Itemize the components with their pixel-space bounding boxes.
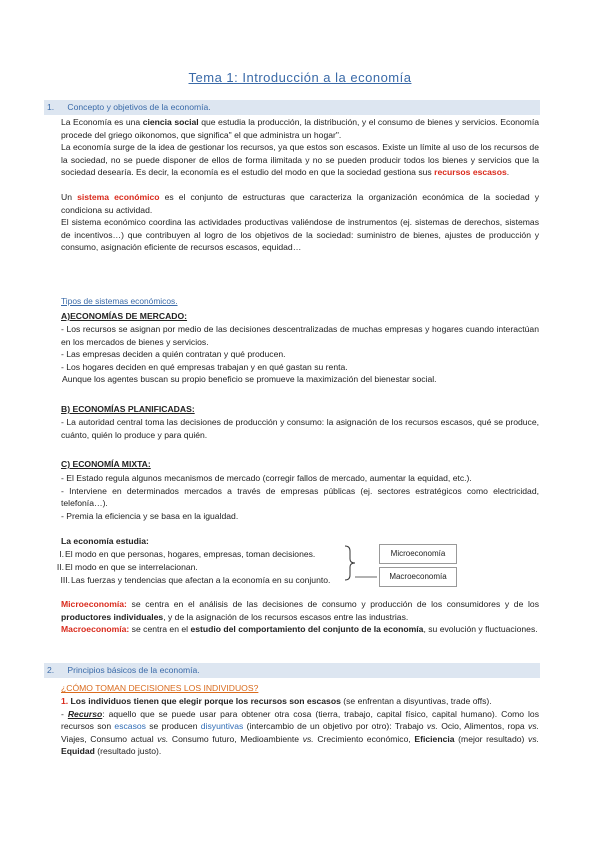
macroeconomy-definition: Macroeconomía: se centra en el estudio del comportamiento del conjunto de la economía, su evolución y fluctuaciones. <box>61 624 538 635</box>
studies-item: I.El modo en que personas, hogares, empresas, toman decisiones. <box>59 549 316 559</box>
paragraph-scarcity: La economía surge de la idea de gestionar los recursos, ya que estos son escasos. Existe un límite al uso de los recursos de la sociedad, no se puede disponer de ellos de forma ilimitada y no se pueden producir todos los bienes y servicios que la sociedad desearía. Es decir, la economía es el estudio del modo en que la sociedad gestiona sus recursos escasos. <box>61 142 539 178</box>
planned-economies-heading: B) ECONOMÍAS PLANIFICADAS: <box>61 404 195 414</box>
studies-item: II.El modo en que se interrelacionan. <box>56 562 198 572</box>
mixed-economy-heading: C) ECONOMÍA MIXTA: <box>61 459 151 469</box>
mixed-economy-list <box>61 472 539 522</box>
section-2-title: Principios básicos de la economía. <box>67 665 200 675</box>
page-title: Tema 1: Introducción a la economía <box>188 70 412 85</box>
section-1-heading <box>44 100 540 115</box>
section-1-body <box>61 116 539 254</box>
types-heading: Tipos de sistemas económicos. <box>61 296 178 306</box>
microeconomy-definition: Microeconomía: se centra en el análisis de las decisiones de consumo y producción de los consumidores y de los productores individuales, y de la asignación de los recursos escasos entre las industrias. <box>61 599 539 622</box>
decisions-question: ¿CÓMO TOMAN DECISIONES LOS INDIVIDUOS? <box>61 683 259 693</box>
micro-macro-definitions <box>61 598 539 636</box>
paragraph-economic-system: Un sistema económico es el conjunto de estructuras que caracteriza la organización económica de la sociedad y condiciona su actividad. <box>61 191 539 215</box>
list-item: - Premia la eficiencia y se basa en la igualdad. <box>61 510 239 521</box>
section-2-body <box>61 695 539 758</box>
paragraph-coordination: El sistema económico coordina las actividades productivas valiéndose de instrumentos (ej. sistemas de derechos, sistemas de incentivos…) que contribuyen al logro de los objetivos de la sociedad: suministro de bienes, ajustes de producción y consumo, asignación eficiente de recursos escasos, equidad… <box>61 217 539 253</box>
connector-line <box>355 572 377 582</box>
principle-1: 1. Los individuos tienen que elegir porque los recursos son escasos (se enfrentan a disyuntivas, trade offs). <box>61 696 492 706</box>
economy-studies-heading: La economía estudia: <box>61 536 149 546</box>
list-item: - Las empresas deciden a quién contratan y qué producen. <box>61 349 286 360</box>
list-item: - Interviene en determinados mercados a través de empresas públicas (ej. sectores estratégicos como electricidad, telefonía…). <box>61 485 539 509</box>
list-item: - Los hogares deciden en qué empresas trabajan y en qué gastan su renta. <box>61 361 348 372</box>
microeconomy-box: Microeconomía <box>379 544 457 564</box>
market-economies-list <box>61 323 539 386</box>
paragraph-definition: La Economía es una ciencia social que estudia la producción, la distribución, y el consumo de bienes y servicios. Economía procede del griego oikonomos, que significa" el que administra un hogar". <box>61 117 539 140</box>
macroeconomy-box: Macroeconomía <box>379 567 457 587</box>
list-note: Aunque los agentes buscan su propio beneficio se promueve la maximización del bienestar social. <box>62 374 437 385</box>
list-item: - La autoridad central toma las decisiones de producción y consumo: la asignación de los recursos escasos, qué se produce, cuánto, quién lo produce y para quién. <box>61 417 539 440</box>
studies-item: III.Las fuerzas y tendencias que afectan a la economía en su conjunto. <box>60 575 331 585</box>
planned-economies-list <box>61 416 539 441</box>
list-item: - Los recursos se asignan por medio de las decisiones descentralizadas de muchas empresas y hogares cuando interactúan en los mercados de bienes y servicios. <box>61 324 539 347</box>
section-2-heading <box>44 663 540 678</box>
section-1-number: 1. <box>47 102 55 112</box>
section-2-number: 2. <box>47 665 55 675</box>
resource-definition: - Recurso: aquello que se puede usar para obtener otra cosa (tierra, trabajo, capital físico, capital humano). Como los recursos son escasos se producen disyuntivas (intercambio de un objetivo por otro): Trabajo vs. Ocio, Alimentos, ropa vs. Viajes, Consumo actual vs. Consumo futuro, Medioambiente vs. Crecimiento económico, Eficiencia (mejor resultado) vs. Equidad (resultado justo). <box>61 708 540 757</box>
list-item: - El Estado regula algunos mecanismos de mercado (corregir fallos de mercado, aumentar la equidad, etc.). <box>61 473 472 483</box>
market-economies-heading: A)ECONOMÍAS DE MERCADO: <box>61 311 188 321</box>
section-1-title: Concepto y objetivos de la economía. <box>67 102 211 112</box>
